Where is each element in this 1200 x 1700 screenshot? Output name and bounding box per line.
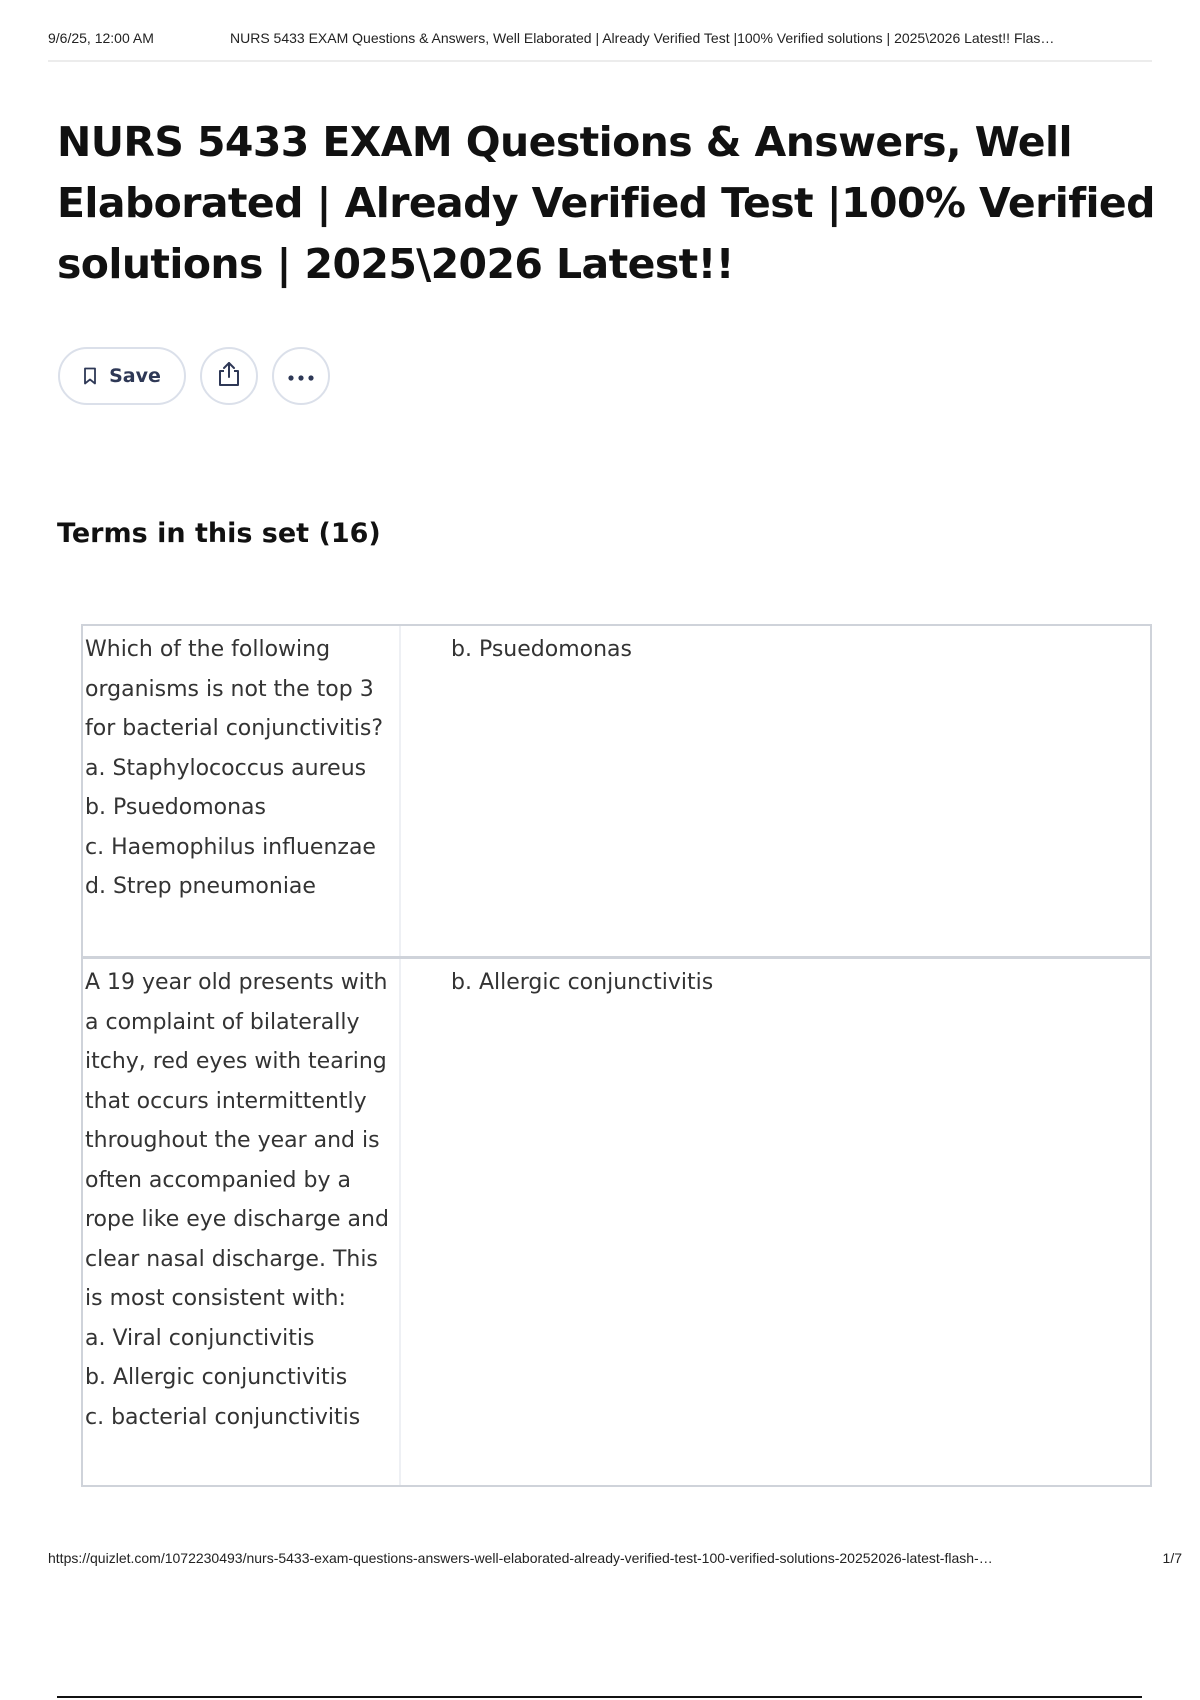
term-card[interactable] (81, 958, 1152, 1487)
divider (57, 1696, 1142, 1698)
save-button-label: Save (109, 365, 161, 387)
print-header (48, 28, 1152, 62)
terms-heading: Terms in this set (16) (57, 518, 381, 549)
set-actions (58, 346, 344, 406)
term-answer: b. Psuedomonas (451, 637, 632, 662)
term-question: Which of the following organisms is not the top 3 for bacterial conjunctivitis? a. Staphylococcus aureus b. Psuedomonas c. Haemophilus influenzae d. Strep pneumoniae (83, 626, 401, 956)
more-icon (287, 367, 315, 386)
print-date: 9/6/25, 12:00 AM (48, 30, 154, 46)
print-footer (48, 1550, 1182, 1572)
print-document-title: NURS 5433 EXAM Questions & Answers, Well Elaborated | Already Verified Test |100% Verified solutions | 2025\2026 Latest!! Flas… (230, 30, 1055, 46)
bookmark-icon (83, 367, 97, 385)
term-question: A 19 year old presents with a complaint of bilaterally itchy, red eyes with tearing that occurs intermittently throughout the year and is often accompanied by a rope like eye discharge and clear nasal discharge. This is most consistent with: a. Viral conjunctivitis b. Allergic conjunctivitis c. bacterial conjunctivitis (83, 959, 401, 1485)
save-button[interactable] (58, 347, 186, 405)
term-card[interactable] (81, 624, 1152, 958)
term-answer: b. Allergic conjunctivitis (451, 970, 714, 995)
share-button[interactable] (200, 347, 258, 405)
page-title: NURS 5433 EXAM Questions & Answers, Well Elaborated | Already Verified Test |100% Verified solutions | 2025\2026 Latest!! (57, 118, 1155, 288)
print-url: https://quizlet.com/1072230493/nurs-5433-exam-questions-answers-well-elaborated-already-verified-test-100-verified-solutions-20252026-latest-flash-… (48, 1550, 993, 1566)
more-options-button[interactable] (272, 347, 330, 405)
terms-list (81, 624, 1152, 1487)
page-number: 1/7 (1162, 1550, 1182, 1566)
share-icon (216, 360, 242, 392)
